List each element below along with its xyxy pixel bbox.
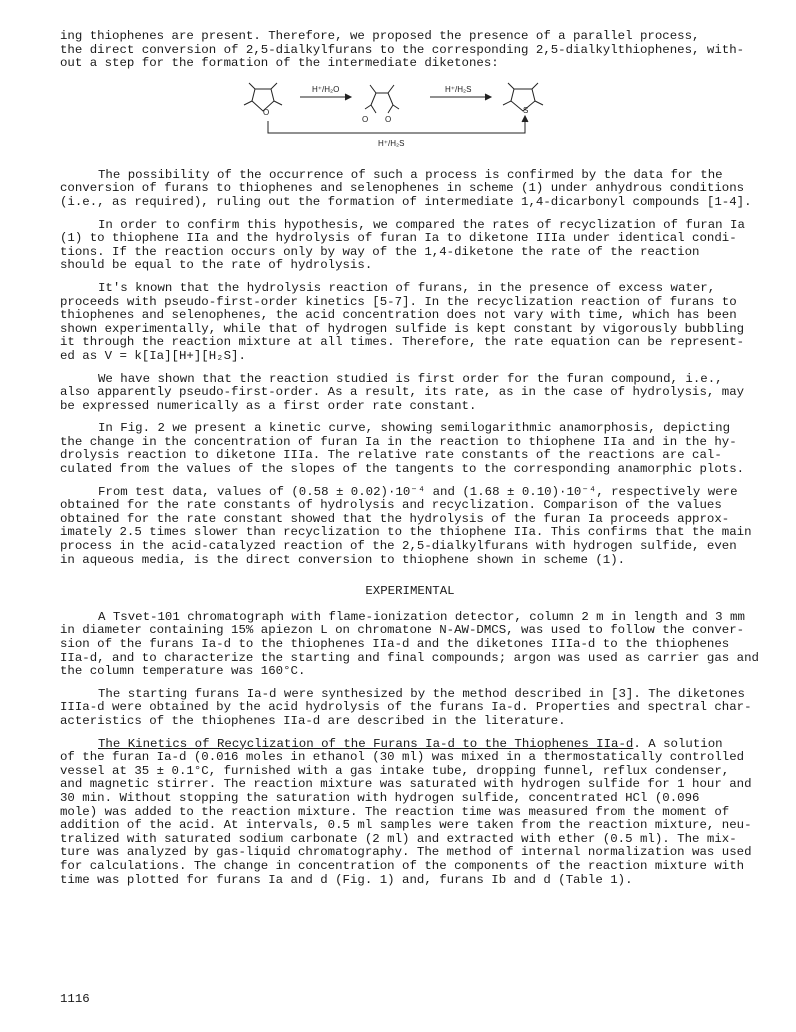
procedure-text: . A solution of the furan Ia-d (0.016 moles in ethanol (30 ml) was mixed in a thermostatically controlled vessel at 35 ± 0.1°C, furnished with a gas intake tube, dropping funnel, reflux condenser, and magnetic stirrer. The reaction mixture was saturated with hydrogen sulfide for 1 hour and 30 min. Without stopping the saturation with hydrogen sulfide, concentrated HCl (0.096 mole) was added to the reaction mixture. The reaction time was measured from the moment of addition of the acid. At intervals, 0.5 ml samples were taken from the reaction mixture, neu- tralized with saturated sodium carbonate (2 ml) and extracted with ether (0.5 ml). The mix- ture was analyzed by gas-liquid chromatography. The method of internal normalization was used for calculations. The change in concentration of the components of the reaction mixture with time was plotted for furans Ia and d (Fig. 1) and, furans Ib and d (Table 1). <box>60 736 752 887</box>
procedure-title: The Kinetics of Recyclization of the Furans Ia-d to the Thiophenes IIa-d <box>98 736 634 751</box>
paragraph-first-order: We have shown that the reaction studied is first order for the furan compound, i.e., also apparently pseudo-first-order. As a result, its rate, as in the case of hydrolysis, may be expressed numerically as a first order rate constant. <box>60 371 745 413</box>
reaction-scheme-drawing <box>60 79 760 155</box>
arrow1-label: H⁺/H₂O <box>312 84 340 94</box>
diketone-structure <box>365 85 399 113</box>
section-heading-experimental: EXPERIMENTAL <box>365 584 455 599</box>
paragraph-results: From test data, values of (0.58 ± 0.02)·10⁻⁴ and (1.68 ± 0.10)·10⁻⁴, respectively were obtained for the rate constants of hydrolysis and recyclization. Comparison of the values obtained for the rate constant showed that the hydrolysis of the furan Ia proceeds approx- imately 2.5 times slower than recyclization to the thiophene IIa. This confirms that the main process in the acid-catalyzed reaction of the 2,5-dialkylfurans with hydrogen sulfide, even in aqueous media, is the direct conversion to thiophene shown in scheme (1). <box>60 484 752 567</box>
paragraph-kinetics-procedure <box>60 738 760 888</box>
diketone-oxygen-label-1: O <box>362 114 369 124</box>
bottom-arrow-label: H⁺/H₂S <box>378 138 405 148</box>
arrow-hydrolysis <box>300 94 351 100</box>
paragraph-hypothesis: In order to confirm this hypothesis, we compared the rates of recyclization of furan Ia (1) to thiophene IIa and the hydrolysis of furan Ia to diketone IIIa under identical condi- tions. If the reaction occurs only by way of the 1,4-diketone the rate of the reaction should be equal to the rate of hydrolysis. <box>60 217 745 273</box>
paragraph-kinetics: It's known that the hydrolysis reaction of furans, in the presence of excess water, proceeds with pseudo-first-order kinetics [5-7]. In the recyclization reaction of furans to thiophenes and selenophenes, the acid concentration does not vary with time, which has been shown experimentally, while that of hydrogen sulfide is kept constant by vigorously bubbling it through the reaction mixture at all times. Therefore, the rate equation can be represent- ed as V = k[Ia][H+][H₂S]. <box>60 280 745 363</box>
reaction-scheme <box>60 79 760 155</box>
arrow2-label: H⁺/H₂S <box>445 84 472 94</box>
paragraph-figure: In Fig. 2 we present a kinetic curve, showing semilogarithmic anamorphosis, depicting the change in the concentration of furan Ia in the reaction to thiophene IIa and in the hy- drolysis reaction to diketone IIIa. The relative rate constants of the reactions are cal- culated from the values of the slopes of the tangents to the corresponding anamorphic plots. <box>60 421 745 477</box>
paragraph-synthesis: The starting furans Ia-d were synthesized by the method described in [3]. The diketones IIIa-d were obtained by the acid hydrolysis of the furans Ia-d. Properties and spectral char- acteristics of the thiophenes IIa-d are described in the literature. <box>60 686 752 728</box>
paragraph-intro: ing thiophenes are present. Therefore, we proposed the presence of a parallel process, the direct conversion of 2,5-dialkylfurans to the corresponding 2,5-dialkylthiophenes, with- out a step for the formation of the intermediate diketones: <box>60 29 745 71</box>
furan-oxygen-label: O <box>263 107 270 117</box>
diketone-oxygen-label-2: O <box>385 114 392 124</box>
arrow-direct-conversion <box>268 116 528 133</box>
page-number: 1116 <box>60 992 90 1006</box>
furan-structure <box>244 83 282 111</box>
page-body <box>60 30 760 887</box>
arrow-thiolysis <box>430 94 491 100</box>
paragraph-chromatograph: A Tsvet-101 chromatograph with flame-ionization detector, column 2 m in length and 3 mm in diameter containing 15% apiezon L on chromatone N-AW-DMCS, was used to follow the conver- sion of the furans Ia-d to the thiophenes IIa-d and the diketones IIIa-d to the thiophenes IIa-d, and to characterize the starting and final compounds; argon was used as carrier gas and the column temperature was 160°C. <box>60 609 759 679</box>
thiophene-sulfur-label: S <box>523 105 529 115</box>
paragraph-possibility: The possibility of the occurrence of such a process is confirmed by the data for the conversion of furans to thiophenes and selenophenes in scheme (1) under anhydrous conditions (i.e., as required), ruling out the formation of intermediate 1,4-dicarbonyl compounds [1-4]. <box>60 167 752 209</box>
